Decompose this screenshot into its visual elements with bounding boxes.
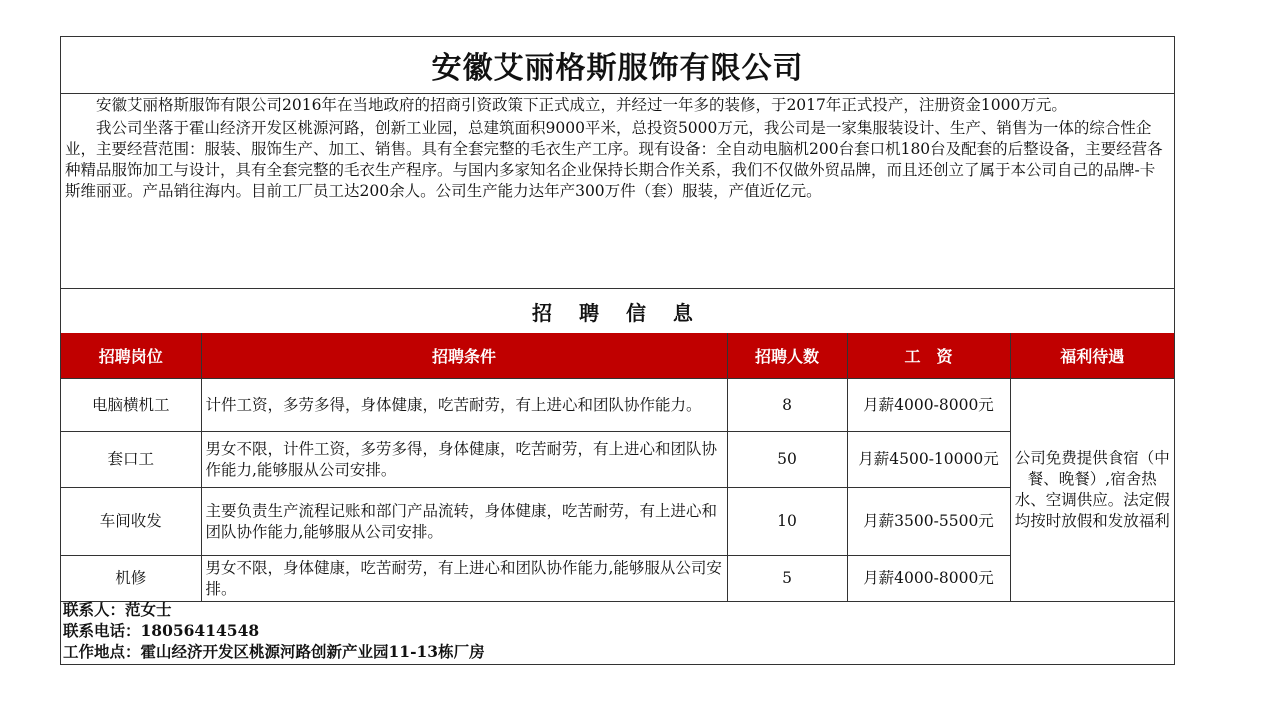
count-cell: 5 [727, 556, 847, 602]
header-position: 招聘岗位 [61, 333, 201, 379]
position-cell: 车间收发 [61, 488, 201, 556]
position-cell: 电脑横机工 [61, 379, 201, 432]
salary-cell: 月薪3500-5500元 [847, 488, 1010, 556]
table-row [61, 432, 1174, 488]
condition-cell: 男女不限，身体健康，吃苦耐劳，有上进心和团队协作能力,能够服从公司安排。 [201, 556, 727, 602]
header-salary: 工 资 [847, 333, 1010, 379]
table-header-row [61, 333, 1174, 379]
header-benefits: 福利待遇 [1010, 333, 1174, 379]
count-cell: 10 [727, 488, 847, 556]
condition-cell: 计件工资，多劳多得，身体健康，吃苦耐劳，有上进心和团队协作能力。 [201, 379, 727, 432]
company-title: 安徽艾丽格斯服饰有限公司 [61, 37, 1174, 94]
contact-person: 联系人：范女士 [63, 600, 172, 619]
jobs-table [61, 333, 1174, 602]
contact-phone: 联系电话：18056414548 [63, 621, 260, 640]
section-title: 招 聘 信 息 [532, 300, 703, 325]
count-cell: 8 [727, 379, 847, 432]
recruitment-sheet [60, 36, 1175, 665]
position-cell: 机修 [61, 556, 201, 602]
contact-info [61, 599, 1176, 665]
table-row [61, 379, 1174, 432]
header-condition: 招聘条件 [201, 333, 727, 379]
position-cell: 套口工 [61, 432, 201, 488]
salary-cell: 月薪4000-8000元 [847, 379, 1010, 432]
table-row [61, 556, 1174, 602]
company-intro [61, 93, 1174, 289]
work-address: 工作地点：霍山经济开发区桃源河路创新产业园11-13栋厂房 [63, 642, 485, 661]
table-row [61, 488, 1174, 556]
benefits-cell: 公司免费提供食宿（中餐、晚餐）,宿舍热水、空调供应。法定假均按时放假和发放福利 [1010, 379, 1174, 602]
condition-cell: 主要负责生产流程记账和部门产品流转，身体健康，吃苦耐劳，有上进心和团队协作能力,能够服从公司安排。 [201, 488, 727, 556]
salary-cell: 月薪4500-10000元 [847, 432, 1010, 488]
intro-paragraph-2: 我公司坐落于霍山经济开发区桃源河路，创新工业园，总建筑面积9000平米，总投资5000万元，我公司是一家集服装设计、生产、销售为一体的综合性企业，主要经营范围：服装、服饰生产、加工、销售。具有全套完整的毛衣生产工序。现有设备：全自动电脑机200台套口机180台及配套的后整设备，主要经营各种精品服饰加工与设计，具有全套完整的毛衣生产程序。与国内多家知名企业保持长期合作关系，我们不仅做外贸品牌，而且还创立了属于本公司自己的品牌-卡斯维丽亚。产品销往海内。目前工厂员工达200余人。公司生产能力达年产300万件（套）服装，产值近亿元。 [65, 119, 1163, 200]
count-cell: 50 [727, 432, 847, 488]
header-count: 招聘人数 [727, 333, 847, 379]
intro-paragraph-1: 安徽艾丽格斯服饰有限公司2016年在当地政府的招商引资政策下正式成立，并经过一年多的装修，于2017年正式投产，注册资金1000万元。 [96, 96, 1067, 114]
condition-cell: 男女不限，计件工资，多劳多得，身体健康，吃苦耐劳，有上进心和团队协作能力,能够服从公司安排。 [201, 432, 727, 488]
salary-cell: 月薪4000-8000元 [847, 556, 1010, 602]
